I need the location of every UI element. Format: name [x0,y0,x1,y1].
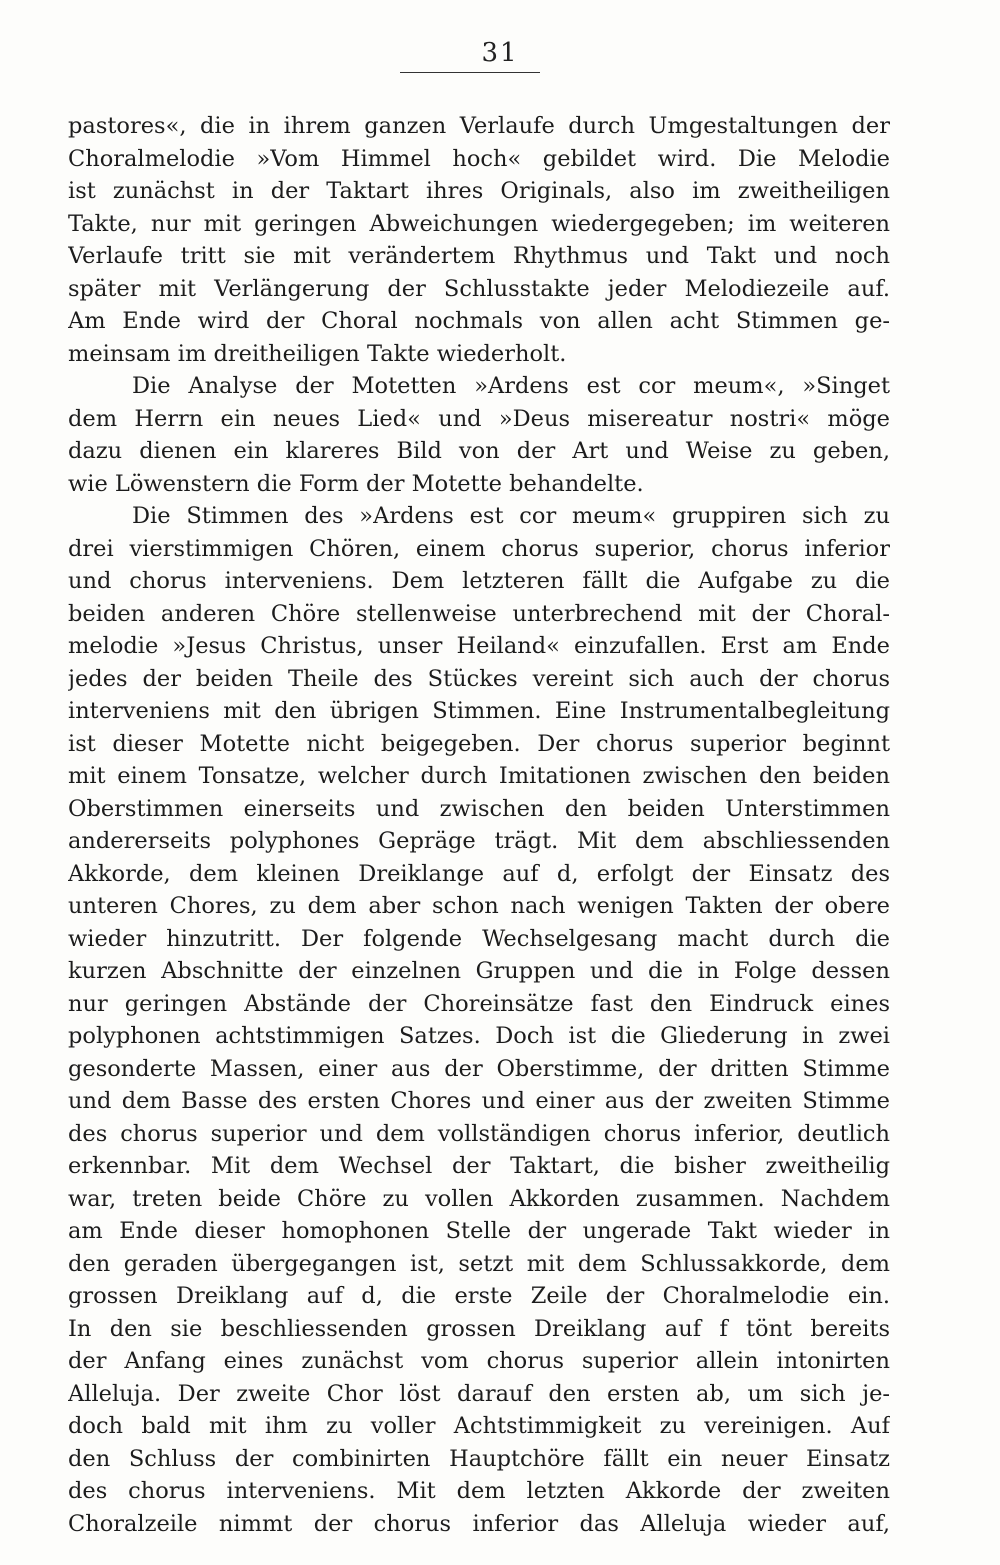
text-line: der Anfang eines zunächst vom chorus superior allein intonirten [68,1348,890,1374]
text-line: interveniens mit den übrigen Stimmen. Eine Instrumentalbegleitung [68,698,890,724]
text-line: Choralmelodie »Vom Himmel hoch« gebildet wird. Die Melodie [68,145,890,172]
text-line: ist dieser Motette nicht beigegeben. Der chorus superior beginnt [68,730,890,757]
text-line: Die Analyse der Motetten »Ardens est cor meum«, »Singet [132,373,890,399]
text-line: nur geringen Abstände der Choreinsätze fast den Eindruck eines [68,990,890,1017]
text-line: Verlaufe tritt sie mit verändertem Rhythmus und Takt und noch [68,243,890,269]
text-line: am Ende dieser homophonen Stelle der ungerade Takt wieder in [68,1218,890,1244]
text-line: mit einem Tonsatze, welcher durch Imitationen zwischen den beiden [68,763,890,789]
text-line: wieder hinzutritt. Der folgende Wechselgesang macht durch die [68,925,890,952]
text-line: und chorus interveniens. Dem letzteren fällt die Aufgabe zu die [68,568,890,594]
text-line: polyphonen achtstimmigen Satzes. Doch ist die Gliederung in zwei [68,1023,890,1049]
text-line: unteren Chores, zu dem aber schon nach wenigen Takten der obere [68,893,890,919]
header-rule [400,72,540,73]
text-line: den Schluss der combinirten Hauptchöre fällt ein neuer Einsatz [68,1445,890,1472]
text-line: kurzen Abschnitte der einzelnen Gruppen und die in Folge dessen [68,958,890,984]
text-line: Alleluja. Der zweite Chor löst darauf den ersten ab, um sich je- [68,1380,890,1407]
text-line: In den sie beschliessenden grossen Dreiklang auf f tönt bereits [68,1315,890,1342]
text-line: dem Herrn ein neues Lied« und »Deus misereatur nostri« möge [68,405,890,432]
text-line: drei vierstimmigen Chören, einem chorus superior, chorus inferior [68,535,890,562]
text-line: andererseits polyphones Gepräge trägt. Mit dem abschliessenden [68,828,890,854]
text-line: beiden anderen Chöre stellenweise unterbrechend mit der Choral- [68,600,890,627]
text-line: des chorus superior und dem vollständigen chorus inferior, deutlich [68,1120,890,1147]
text-line: später mit Verlängerung der Schlusstakte jeder Melodiezeile auf. [68,275,890,302]
text-line: grossen Dreiklang auf d, die erste Zeile der Choralmelodie ein. [68,1283,890,1309]
text-line: Choralzeile nimmt der chorus inferior das Alleluja wieder auf, [68,1510,890,1537]
text-line: jedes der beiden Theile des Stückes vereint sich auch der chorus [68,665,890,692]
text-line: erkennbar. Mit dem Wechsel der Taktart, die bisher zweitheilig [68,1153,890,1179]
text-line: pastores«, die in ihrem ganzen Verlaufe durch Umgestaltungen der [68,113,890,139]
body-text [68,110,890,1540]
text-line: den geraden übergegangen ist, setzt mit dem Schlussakkorde, dem [68,1250,890,1277]
text-line: und dem Basse des ersten Chores und einer aus der zweiten Stimme [68,1088,890,1114]
text-line: war, treten beide Chöre zu vollen Akkorden zusammen. Nachdem [68,1185,890,1212]
text-line: Am Ende wird der Choral nochmals von allen acht Stimmen ge- [68,308,890,334]
text-line: wie Löwenstern die Form der Motette behandelte. [68,470,644,497]
text-line: Oberstimmen einerseits und zwischen den beiden Unterstimmen [68,795,890,822]
text-line: melodie »Jesus Christus, unser Heiland« einzufallen. Erst am Ende [68,633,890,659]
text-line: gesonderte Massen, einer aus der Oberstimme, der dritten Stimme [68,1055,890,1082]
text-line: meinsam im dreitheiligen Takte wiederholt. [68,340,567,367]
text-line: doch bald mit ihm zu voller Achtstimmigkeit zu vereinigen. Auf [68,1413,890,1439]
text-line: Akkorde, dem kleinen Dreiklange auf d, erfolgt der Einsatz des [68,860,890,887]
page-header [0,38,1000,68]
page-number: 31 [481,38,519,68]
text-line: Die Stimmen des »Ardens est cor meum« gruppiren sich zu [132,503,890,529]
text-line: Takte, nur mit geringen Abweichungen wiedergegeben; im weiteren [68,210,890,237]
text-line: des chorus interveniens. Mit dem letzten Akkorde der zweiten [68,1478,890,1504]
text-line: ist zunächst in der Taktart ihres Originals, also im zweitheiligen [68,178,890,204]
text-line: dazu dienen ein klareres Bild von der Art und Weise zu geben, [68,438,890,464]
